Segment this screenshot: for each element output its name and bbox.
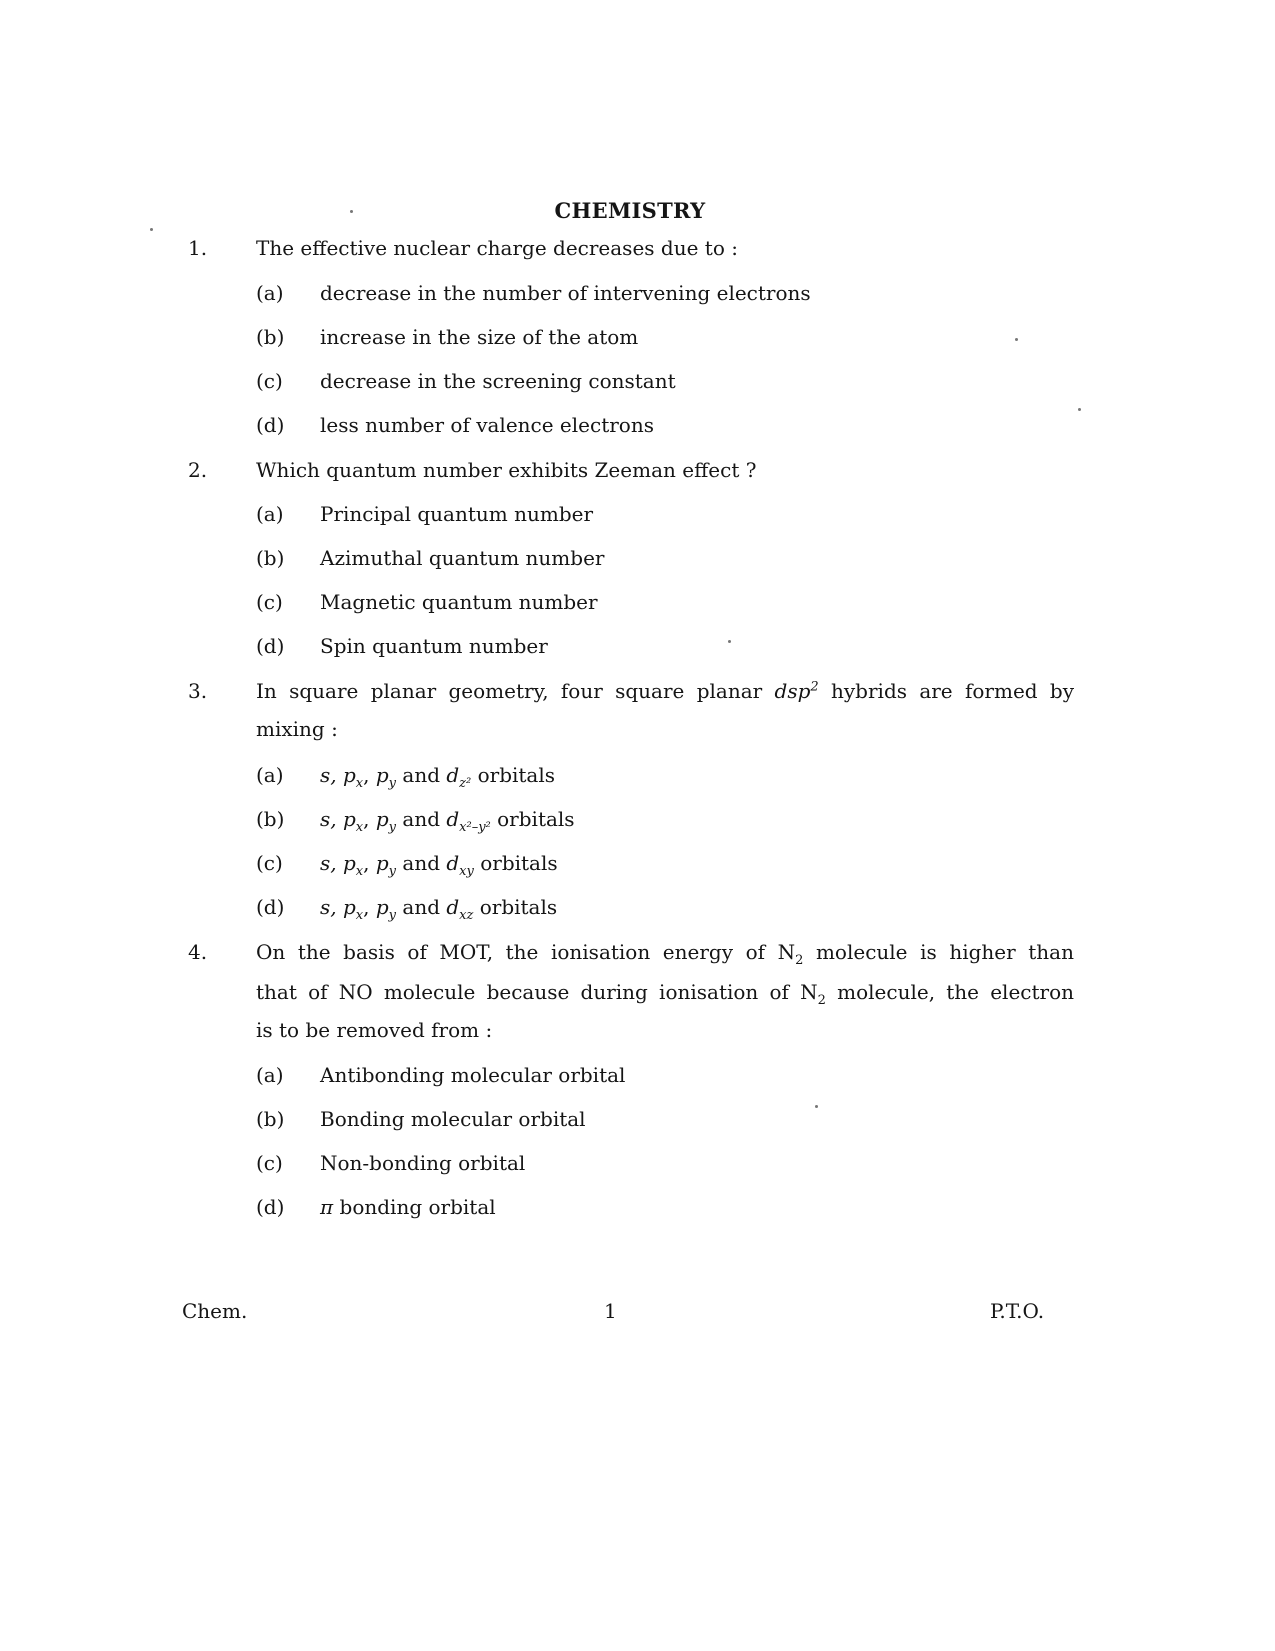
footer-page-number: 1 [604,1299,617,1323]
question-1-option-c-label: (c) [256,369,283,393]
question-3-option-a-label: (a) [256,763,284,787]
question-3-text-b: hybrids are formed by [831,679,1075,703]
question-4-text-line-1: On the basis of MOT, the ionisation energy of $N_2$ molecule is higher than [256,940,1074,968]
question-3-option-b-label: (b) [256,807,285,831]
question-2-option-a-label: (a) [256,502,284,526]
footer-pto: P.T.O. [990,1299,1045,1323]
question-2-option-d-text: Spin quantum number [320,634,548,658]
question-2-text: Which quantum number exhibits Zeeman effect ? [256,458,757,482]
question-3-option-d-text: s, $p_x$, $p_y$ and $d_{xz}$ orbitals [320,895,558,923]
question-2-option-c-label: (c) [256,590,283,614]
question-2-option-d-label: (d) [256,634,285,658]
question-4-text-line-3: is to be removed from : [256,1018,493,1042]
question-2-option-a-text: Principal quantum number [320,502,594,526]
question-3-text-a: In square planar geometry, four square planar [256,679,763,703]
question-4-option-c-text: Non-bonding orbital [320,1151,526,1175]
question-4-text-line-2: that of NO molecule because during ionisation of $N_2$ molecule, the electron [256,980,1074,1008]
question-2-option-b-label: (b) [256,546,285,570]
question-3-option-d-label: (d) [256,895,285,919]
question-2-option-c-text: Magnetic quantum number [320,590,598,614]
question-3-text-line-2: mixing : [256,717,338,741]
question-1-option-d-text: less number of valence electrons [320,413,654,437]
question-4-number: 4. [188,940,208,964]
scan-speck [350,210,353,213]
scan-speck [150,228,153,231]
pi-symbol: π [320,1195,334,1219]
scan-speck [1015,338,1018,341]
question-3-option-b-text: s, $p_x$, $p_y$ and $d_{x^2-y^2}$ orbitals [320,807,575,835]
dsp-symbol: dsp$^2$ [774,679,819,703]
question-4-option-c-label: (c) [256,1151,283,1175]
question-3-option-c-text: s, $p_x$, $p_y$ and $d_{xy}$ orbitals [320,851,558,879]
question-1-option-a-label: (a) [256,281,284,305]
scan-speck [815,1105,818,1108]
question-1-option-d-label: (d) [256,413,285,437]
question-1-number: 1. [188,236,208,260]
question-4-option-b-text: Bonding molecular orbital [320,1107,586,1131]
question-4-option-d-text: π bonding orbital [320,1195,496,1219]
scan-speck [1078,408,1081,411]
question-3-option-a-text: s, $p_x$, $p_y$ and $d_{z^2}$ orbitals [320,763,556,791]
question-2-number: 2. [188,458,208,482]
question-4-option-a-text: Antibonding molecular orbital [320,1063,626,1087]
question-3-text-line-1 [256,671,1074,711]
question-2-option-b-text: Azimuthal quantum number [320,546,605,570]
question-1-option-b-text: increase in the size of the atom [320,325,639,349]
page-title: CHEMISTRY [554,198,706,223]
question-1-text: The effective nuclear charge decreases due to : [256,236,738,260]
question-4-option-d-label: (d) [256,1195,285,1219]
question-1-option-a-text: decrease in the number of intervening electrons [320,281,811,305]
scan-speck [728,640,731,643]
question-1-option-b-label: (b) [256,325,285,349]
footer-subject-code: Chem. [182,1299,248,1323]
question-1-option-c-text: decrease in the screening constant [320,369,676,393]
question-3-number: 3. [188,679,208,703]
question-4-option-a-label: (a) [256,1063,284,1087]
question-4-option-b-label: (b) [256,1107,285,1131]
question-3-option-c-label: (c) [256,851,283,875]
